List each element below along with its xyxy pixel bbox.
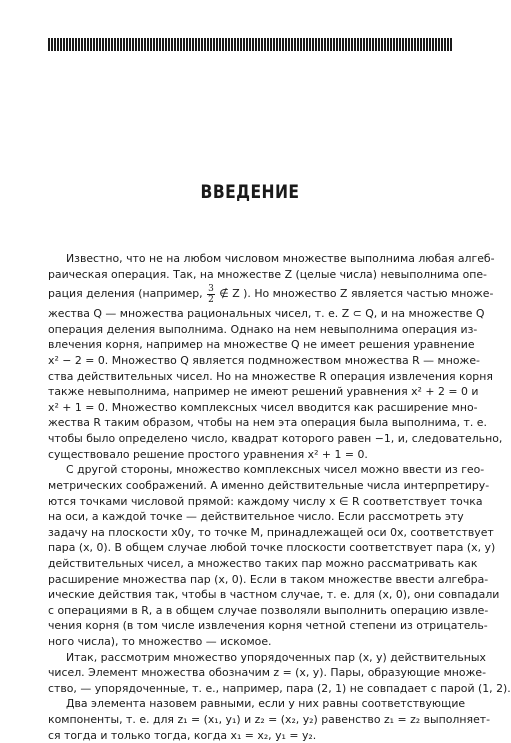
text-line: Известно, что не на любом числовом множестве выполнима любая алгеб- (66, 252, 495, 265)
text-line: ства действительных чисел. Но на множестве R операция извлечения корня (48, 369, 493, 383)
text-line: С другой стороны, множество комплексных чисел можно ввести из гео- (66, 463, 485, 477)
text-line: ются точками числовой прямой: каждому числу x ∈ R соответствует точка (48, 494, 483, 508)
text-line: жества Q — множества рациональных чисел, т. е. Z ⊂ Q, и на множестве Q (48, 307, 485, 321)
fraction-denominator: 2 (208, 294, 214, 305)
text-line: чения корня (в том числе извлечения корня четной степени из отрицатель- (48, 619, 488, 633)
text-line: раическая операция. Так, на множестве Z (целые числа) невыполнима опе- (48, 267, 487, 281)
text-line: жества R таким образом, чтобы на нем эта операция была выполнима, т. е. (48, 416, 487, 430)
text-line: с операциями в R, а в общем случае позволяли выполнить операцию извле- (48, 603, 489, 617)
text-line-with-fraction (48, 282, 494, 306)
text-line: также невыполнима, например не имеют решений уравнения x² + 2 = 0 и (48, 385, 479, 399)
text-line: ся тогда и только тогда, когда x₁ = x₂, y₁ = y₂. (48, 728, 317, 742)
text-line: x² − 2 = 0. Множество Q является подмножеством множества R — множе- (48, 354, 480, 368)
text-fragment: ∉ Z ). Но множество Z является частью множе- (215, 287, 494, 301)
text-fragment: рация деления (например, (48, 287, 207, 301)
text-line: на оси, а каждой точке — действительное число. Если рассмотреть эту (48, 510, 464, 524)
text-line: чтобы было определено число, квадрат которого равен −1, и, следовательно, (48, 432, 503, 446)
text-line: расширение множества пар (x, 0). Если в таком множестве ввести алгебра- (48, 572, 489, 586)
text-line: ство, — упорядоченные, т. е., например, пара (2, 1) не совпадает с парой (1, 2). (48, 681, 511, 695)
text-line: чисел. Элемент множества обозначим z = (x, y). Пары, образующие множе- (48, 666, 487, 680)
text-line: x² + 1 = 0. Множество комплексных чисел вводится как расширение мно- (48, 400, 478, 414)
text-line: задачу на плоскости x0y, то точке M, принадлежащей оси 0x, соответствует (48, 525, 494, 539)
fraction-numerator: 3 (208, 283, 214, 294)
text-line: ного числа), то множество — искомое. (48, 635, 272, 649)
text-line: Два элемента назовем равными, если у них равны соответствующие (66, 697, 466, 711)
text-line: компоненты, т. е. для z₁ = (x₁, y₁) и z₂ = (x₂, y₂) равенство z₁ = z₂ выполняет- (48, 713, 491, 727)
text-line: существовало решение простого уравнения x² + 1 = 0. (48, 447, 368, 461)
text-line: метрических соображений. А именно действительные числа интерпретиру- (48, 478, 490, 492)
text-line: Итак, рассмотрим множество упорядоченных пар (x, y) действительных (66, 650, 486, 664)
decorative-header-bar (48, 38, 453, 51)
text-line: операция деления выполнима. Однако на нем невыполнима операция из- (48, 322, 478, 336)
body-text (48, 251, 511, 743)
text-line: ические действия так, чтобы в частном случае, т. е. для (x, 0), они совпадали (48, 588, 500, 602)
text-line: пара (x, 0). В общем случае любой точке плоскости соответствует пара (x, y) (48, 541, 496, 555)
chapter-title: ВВЕДЕНИЕ (200, 181, 300, 203)
text-line: влечения корня, например на множестве Q не имеет решения уравнение (48, 338, 475, 352)
fraction (207, 284, 215, 305)
text-line: действительных чисел, а множество таких пар можно рассматривать как (48, 556, 478, 570)
